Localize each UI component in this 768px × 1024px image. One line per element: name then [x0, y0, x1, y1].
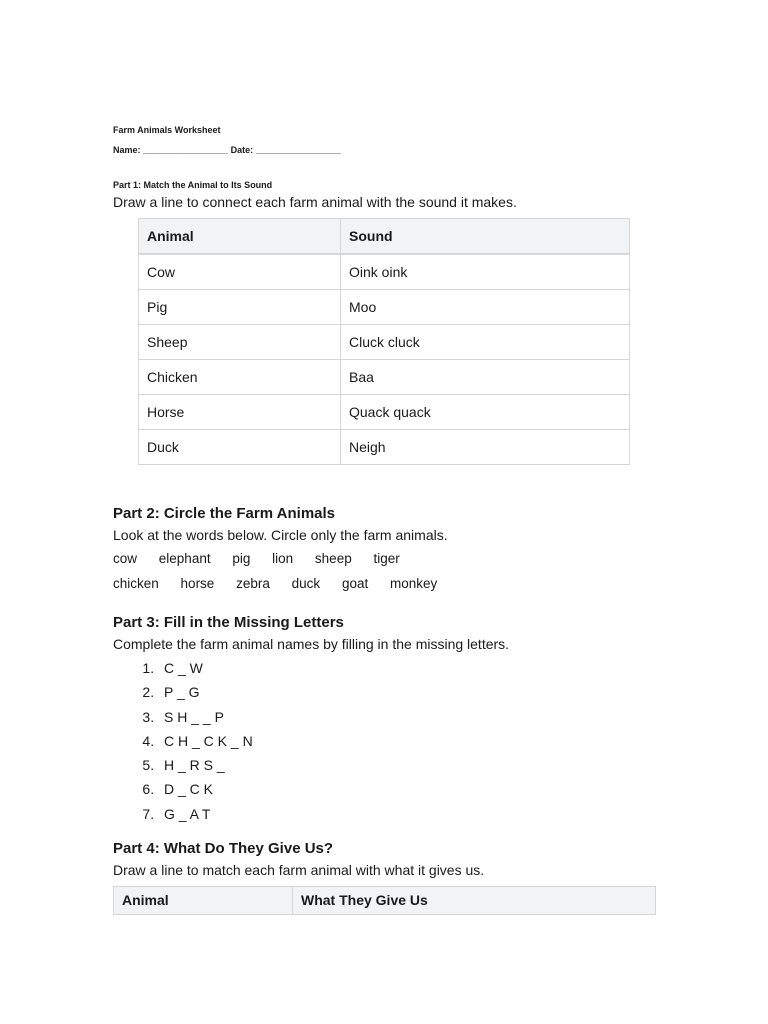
word: elephant [158, 551, 211, 566]
word-list-line-1 [113, 550, 673, 568]
part1-instruction: Draw a line to connect each farm animal with the sound it makes. [113, 194, 517, 210]
word: monkey [389, 576, 438, 591]
animal-product-table [113, 886, 656, 915]
word: tiger [373, 551, 400, 566]
animal-cell: Duck [139, 430, 341, 465]
animal-cell: Pig [139, 290, 341, 325]
sound-cell: Neigh [341, 430, 630, 465]
list-item: 7. G _ A T [158, 805, 673, 823]
word: chicken [113, 576, 159, 591]
table-row [139, 290, 630, 325]
table-row [139, 360, 630, 395]
column-header-animal: Animal [139, 219, 341, 255]
part3-heading: Part 3: Fill in the Missing Letters [113, 614, 344, 631]
column-header-what-they-give: What They Give Us [293, 886, 656, 914]
table-row [139, 430, 630, 465]
part3-instruction: Complete the farm animal names by filling in the missing letters. [113, 636, 510, 652]
worksheet-title: Farm Animals Worksheet [113, 125, 221, 135]
part4-heading: Part 4: What Do They Give Us? [113, 839, 334, 857]
word: pig [232, 551, 251, 566]
animal-cell: Sheep [139, 325, 341, 360]
column-header-animal: Animal [114, 886, 293, 914]
table-row [139, 254, 630, 290]
animal-cell: Horse [139, 395, 341, 430]
name-date-line: Name: _________________ Date: _________________ [113, 145, 341, 155]
word: goat [341, 576, 369, 591]
part4-instruction: Draw a line to match each farm animal with what it gives us. [113, 861, 485, 878]
word: cow [113, 551, 138, 566]
list-item: 5. H _ R S _ [158, 756, 673, 774]
table-header-row [114, 886, 656, 914]
sound-cell: Cluck cluck [341, 325, 630, 360]
column-header-sound: Sound [341, 219, 630, 255]
table-header-row [139, 219, 630, 255]
missing-letters-list [113, 659, 673, 823]
animal-cell: Chicken [139, 360, 341, 395]
sound-cell: Oink oink [341, 254, 630, 290]
list-item: 4. C H _ C K _ N [158, 732, 673, 750]
animal-cell: Cow [139, 254, 341, 290]
list-item: 1. C _ W [158, 659, 673, 677]
part2-heading: Part 2: Circle the Farm Animals [113, 505, 336, 522]
part1-heading: Part 1: Match the Animal to Its Sound [113, 180, 273, 190]
animal-sound-table [138, 218, 630, 465]
list-item: 2. P _ G [158, 683, 673, 701]
table-row [139, 325, 630, 360]
sound-cell: Quack quack [341, 395, 630, 430]
worksheet-content [113, 124, 673, 915]
table-row [139, 395, 630, 430]
word: horse [180, 576, 215, 591]
word: lion [272, 551, 294, 566]
list-item: 6. D _ C K [158, 780, 673, 798]
word: zebra [236, 576, 270, 591]
word: duck [291, 576, 321, 591]
word: sheep [314, 551, 352, 566]
part2-instruction: Look at the words below. Circle only the farm animals. [113, 527, 448, 543]
word-list-line-2 [113, 575, 673, 593]
list-item: 3. S H _ _ P [158, 708, 673, 726]
sound-cell: Baa [341, 360, 630, 395]
sound-cell: Moo [341, 290, 630, 325]
